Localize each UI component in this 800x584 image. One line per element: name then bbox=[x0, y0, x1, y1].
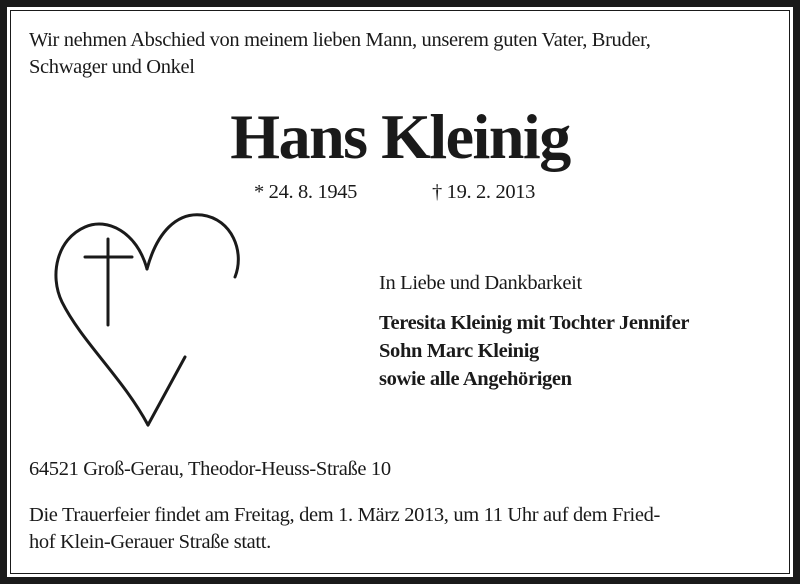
mourner-line-1: Teresita Kleinig mit Tochter Jennifer bbox=[379, 312, 690, 334]
birth-date: * 24. 8. 1945 bbox=[254, 181, 358, 203]
address: 64521 Groß-Gerau, Theodor-Heuss-Straße 10 bbox=[29, 458, 391, 480]
funeral-line-1: Die Trauerfeier findet am Freitag, dem 1. März 2013, um 11 Uhr auf dem Fried- bbox=[29, 504, 660, 526]
dedication: In Liebe und Dankbarkeit bbox=[379, 272, 582, 294]
intro-line-2: Schwager und Onkel bbox=[29, 56, 195, 78]
intro-line-1: Wir nehmen Abschied von meinem lieben Mann, unserem guten Vater, Bruder, bbox=[29, 29, 651, 51]
death-date: † 19. 2. 2013 bbox=[432, 181, 536, 203]
mourner-line-3: sowie alle Angehörigen bbox=[379, 368, 572, 390]
mourner-line-2: Sohn Marc Kleinig bbox=[379, 340, 539, 362]
funeral-line-2: hof Klein-Gerauer Straße statt. bbox=[29, 531, 271, 553]
deceased-name: Hans Kleinig bbox=[230, 101, 570, 172]
